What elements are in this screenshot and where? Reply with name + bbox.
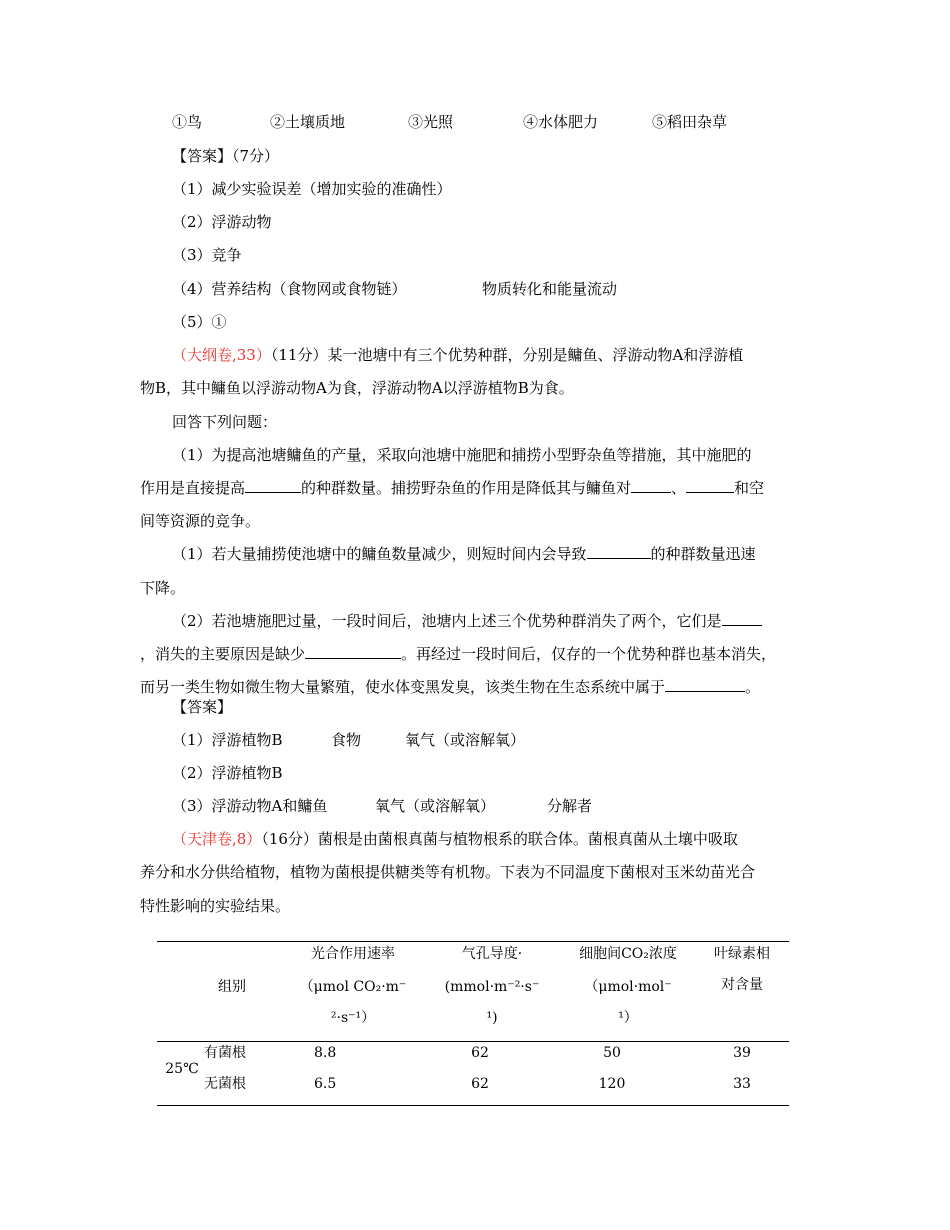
option-1: ①鸟 [172,113,203,131]
answer-blank [305,644,401,659]
question-line: 下降。 [140,579,186,597]
question-text: 作用是直接提高 [140,479,246,497]
table-row-group: 有菌根 [204,1045,246,1061]
table-header-co2-unit: （μmol·mol⁻ [584,979,672,995]
table-row-group: 无菌根 [204,1076,246,1092]
question-line: 养分和水分供给植物，植物为菌根提供糖类等有机物。下表为不同温度下菌根对玉米幼苗光合 [140,863,756,881]
question-line [140,478,764,498]
table-bottom-rule [157,1105,789,1106]
table-header-rule [157,1041,789,1042]
question-line [140,644,776,664]
question-text: ，消失的主要原因是缺少 [140,645,306,663]
table-header-chlorophyll: 对含量 [721,977,763,993]
question-text: 。再经过一段时间后，仅存的一个优势种群也基本消失， [401,645,777,663]
table-row-chlorophyll: 33 [733,1076,751,1092]
table-row-co2: 50 [603,1045,621,1061]
answer-line: （1）减少实验误差（增加实验的准确性） [172,180,452,198]
question-text: （1）若大量捕捞使池塘中的鳙鱼数量减少，则短时间内会导致 [172,545,587,563]
answer-line: （3）浮游动物A和鳙鱼 [172,797,328,815]
table-header-stomata-unit: ¹) [486,1010,498,1026]
answer-blank [587,544,651,559]
table-header-co2-unit: ¹） [618,1010,638,1026]
option-2: ②土壤质地 [270,113,346,131]
question-line [172,611,762,631]
table-header-rate: 光合作用速率 [311,946,395,962]
table-row-rate: 6.5 [314,1076,337,1092]
answer-line: （2）浮游植物B [172,764,283,782]
answer-line: （1）浮游植物B [172,731,283,749]
question-line [172,544,756,564]
table-header-chlorophyll: 叶绿素相 [714,946,770,962]
answer-line: 物质转化和能量流动 [482,280,618,298]
table-header-stomata-unit: (mmol·m⁻²·s⁻ [444,979,540,995]
option-5: ⑤稻田杂草 [652,113,728,131]
option-4: ④水体肥力 [523,113,599,131]
table-header-group: 组别 [218,979,246,995]
answer-line: （2）浮游动物 [172,213,272,231]
answer-line: （3）竞争 [172,246,242,264]
table-header-rate-unit: （μmol CO₂·m⁻ [299,979,407,995]
option-3: ③光照 [408,113,454,131]
question-line: 特性影响的实验结果。 [140,897,291,915]
answer-heading: 【答案】 [172,698,233,716]
question-line: （1）为提高池塘鳙鱼的产量，采取向池塘中施肥和捕捞小型野杂鱼等措施，其中施肥的 [172,446,752,464]
table-temperature: 25℃ [165,1061,199,1077]
question-prompt: 回答下列问题： [172,413,278,431]
question-line: 物B，其中鳙鱼以浮游动物A为食，浮游动物A以浮游植物B为食。 [140,379,574,397]
answer-blank [631,478,671,493]
table-row-stomata: 62 [471,1076,489,1092]
table-row-co2: 120 [598,1076,626,1092]
answer-blank [722,611,762,626]
question-line [172,345,743,365]
question-text: 和空 [734,479,765,497]
question-text: 而另一类生物如微生物大量繁殖，使水体变黑发臭，该类生物在生态系统中属于 [140,678,666,696]
question-text: 的种群数量。捕捞野杂鱼的作用是降低其与鳙鱼对 [301,479,632,497]
table-header-stomata: 气孔导度· [461,946,523,962]
answer-line: （5）① [172,313,227,331]
question-source: （天津卷,8） [172,830,262,848]
question-text: （11分）某一池塘中有三个优势种群，分别是鳙鱼、浮游动物A和浮游植 [270,346,744,364]
question-source: （大纲卷,33） [172,346,271,364]
question-text: 的种群数量迅速 [650,545,756,563]
table-header-co2: 细胞间CO₂浓度 [579,946,677,962]
answer-blank [686,478,734,493]
question-line [172,829,738,849]
table-top-rule [157,941,789,942]
question-text: （2）若池塘施肥过量，一段时间后，池塘内上述三个优势种群消失了两个，它们是 [172,612,722,630]
answer-line: 氧气（或溶解氧） [405,731,526,749]
table-header-rate-unit: ²·s⁻¹） [330,1010,376,1026]
table-row-chlorophyll: 39 [733,1045,751,1061]
answer-heading: 【答案】（7分） [172,147,280,165]
question-text: 。 [745,678,761,696]
answer-line: 食物 [331,731,362,749]
question-text: （16分）菌根是由菌根真菌与植物根系的联合体。菌根真菌从土壤中吸取 [261,830,738,848]
answer-line: （4）营养结构（食物网或食物链） [172,280,407,298]
answer-line: 氧气（或溶解氧） [375,797,496,815]
answer-line: 分解者 [547,797,593,815]
table-row-rate: 8.8 [314,1045,337,1061]
question-text: 、 [671,479,687,497]
question-line [140,677,760,697]
answer-blank [245,478,301,493]
answer-blank [665,677,745,692]
table-row-stomata: 62 [471,1045,489,1061]
question-line: 间等资源的竞争。 [140,512,261,530]
